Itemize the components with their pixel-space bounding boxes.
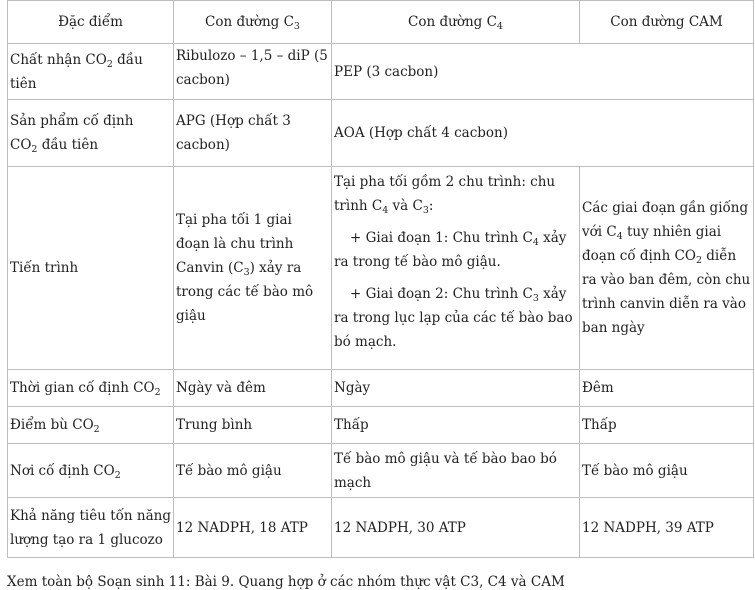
header-cam: Con đường CAM (580, 1, 754, 44)
row-label-compensation: Điểm bù $CO_2$ (8, 407, 174, 444)
cell-product-c4-cam: AOA (Hợp chất 4 cacbon) (332, 100, 754, 167)
table-row-location (8, 444, 754, 498)
cell-compensation-cam: Thấp (580, 407, 754, 444)
cell-time-c3: Ngày và đêm (174, 370, 332, 407)
row-label-process: Tiến trình (8, 167, 174, 370)
c4-stage-1: + Giai đoạn 1: Chu trình $C_4$ xảy ra trong tế bào mô giậu. (334, 230, 567, 270)
cell-product-c3: APG (Hợp chất 3 cacbon) (174, 100, 332, 167)
cell-location-cam: Tế bào mô giậu (580, 444, 754, 498)
comparison-table (7, 0, 754, 558)
table-row-compensation (8, 407, 754, 444)
cell-location-c4: Tế bào mô giậu và tế bào bao bó mạch (332, 444, 580, 498)
row-label-time: Thời gian cố định $CO_2$ (8, 370, 174, 407)
comparison-table-container (7, 0, 753, 558)
cell-compensation-c3: Trung bình (174, 407, 332, 444)
c4-stage-2: + Giai đoạn 2: Chu trình $C_3$ xảy ra trong lục lạp của các tế bào bao bó mạch. (334, 286, 573, 350)
table-row-acceptor (8, 44, 754, 100)
cell-energy-cam: 12 NADPH, 39 ATP (580, 498, 754, 558)
table-row-energy (8, 498, 754, 558)
cell-time-c4: Ngày (332, 370, 580, 407)
cell-energy-c4: 12 NADPH, 30 ATP (332, 498, 580, 558)
row-label-acceptor: Chất nhận $CO_2$ đầu tiên (8, 44, 174, 100)
footer-link-text[interactable]: Xem toàn bộ Soạn sinh 11: Bài 9. Quang hợp ở các nhóm thực vật C3, C4 và CAM (7, 574, 565, 590)
cell-compensation-c4: Thấp (332, 407, 580, 444)
cell-time-cam: Đêm (580, 370, 754, 407)
header-c4: Con đường $C_4$ (332, 1, 580, 44)
table-row-product (8, 100, 754, 167)
row-label-location: Nơi cố định $CO_2$ (8, 444, 174, 498)
cell-energy-c3: 12 NADPH, 18 ATP (174, 498, 332, 558)
cell-process-c3: Tại pha tối 1 giai đoạn là chu trình Canvin $(C_3)$ xảy ra trong các tế bào mô giậu (174, 167, 332, 370)
row-label-product: Sản phẩm cố định $CO_2$ đầu tiên (8, 100, 174, 167)
cell-acceptor-c4-cam: PEP (3 cacbon) (332, 44, 754, 100)
header-feature: Đặc điểm (8, 1, 174, 44)
table-header-row (8, 1, 754, 44)
table-row-process (8, 167, 754, 370)
row-label-energy: Khả năng tiêu tốn năng lượng tạo ra 1 glucozo (8, 498, 174, 558)
cell-process-c4: Tại pha tối gồm 2 chu trình: chu trình $C_4$ và $C_3$: + Giai đoạn 1: Chu trình $C_4$ xảy ra trong tế bào mô giậu. + Giai đoạn 2: Chu trình $C_3$ xảy ra trong lục lạp của các tế bào bao bó mạch. (332, 167, 580, 370)
header-c3: Con đường $C_3$ (174, 1, 332, 44)
cell-location-c3: Tế bào mô giậu (174, 444, 332, 498)
cell-acceptor-c3: Ribulozo – 1,5 – diP (5 cacbon) (174, 44, 332, 100)
cell-process-cam: Các giai đoạn gần giống với $C_4$ tuy nhiên giai đoạn cố định $CO_2$ diễn ra vào ban đêm, còn chu trình canvin diễn ra vào ban ngày (580, 167, 754, 370)
table-row-time (8, 370, 754, 407)
